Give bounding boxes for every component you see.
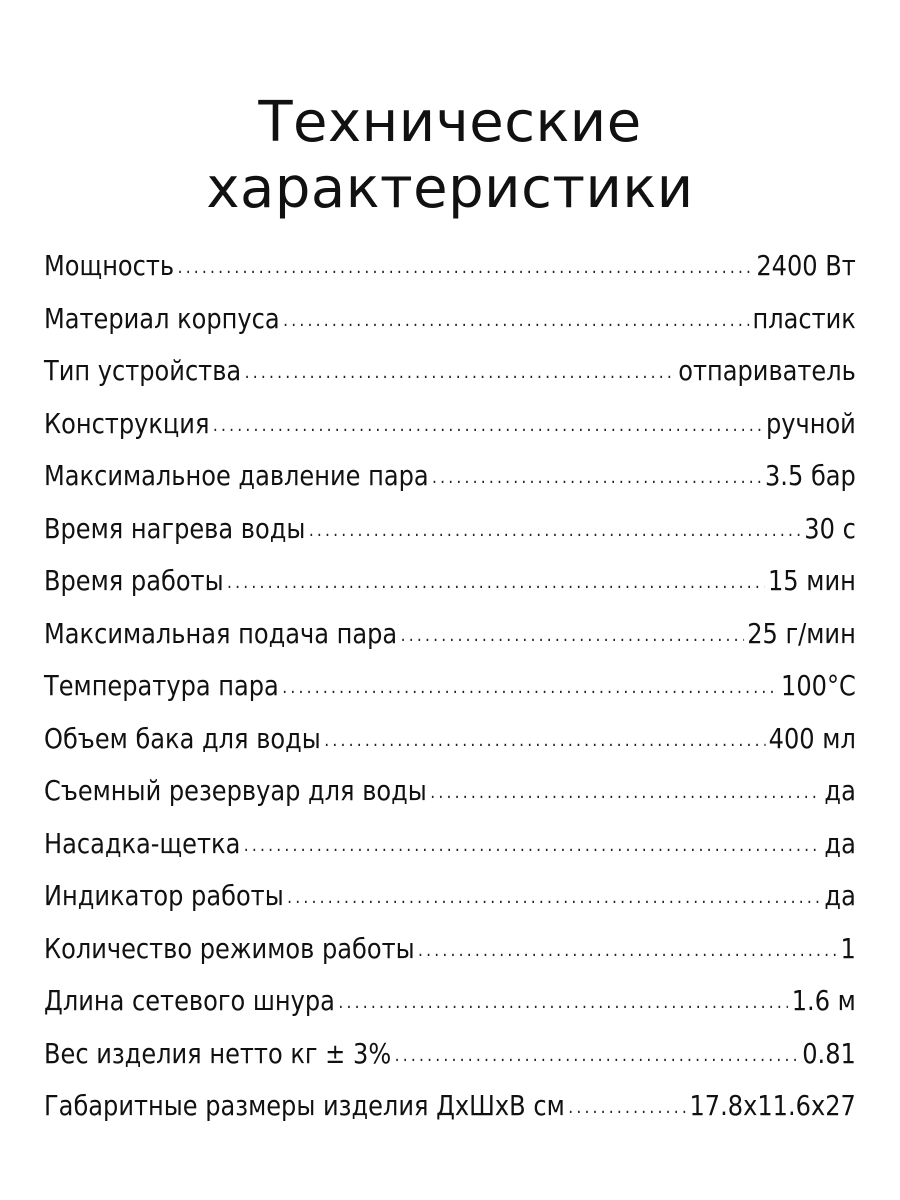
spec-row-operating-time [44,555,856,608]
spec-label: Максимальная подача пара [44,616,398,650]
dot-leader [309,501,801,557]
spec-value: 25 г/мин [747,616,856,650]
spec-row-dimensions [44,1080,856,1133]
spec-label: Конструкция [44,406,210,440]
spec-row-cord-length [44,975,856,1028]
dot-leader [178,238,753,294]
spec-label: Мощность [44,249,175,282]
spec-label: Время работы [44,564,224,597]
spec-label: Съемный резервуар для воды [44,774,427,807]
spec-value: 100°C [781,669,856,702]
spec-value: 15 мин [767,564,856,597]
spec-label: Температура пара [44,669,279,702]
spec-row-tank-volume [44,713,856,766]
spec-label: Время нагрева воды [44,511,306,545]
spec-label: Насадка-щетка [44,826,241,860]
spec-value: 400 мл [768,721,856,755]
spec-value: да [824,774,856,807]
spec-row-construction [44,398,856,451]
spec-row-heating-time [44,503,856,556]
spec-value: да [824,879,856,912]
dot-leader [432,448,761,504]
spec-value: 3.5 бар [764,459,856,492]
spec-row-max-steam-output [44,608,856,661]
dot-leader [244,816,821,872]
spec-row-body-material [44,293,856,346]
spec-value: ручной [765,406,856,440]
spec-row-steam-temperature [44,660,856,713]
page-title-line-2: характеристики [206,155,694,221]
spec-value: 0.81 [802,1036,856,1070]
dot-leader [418,921,837,977]
dot-leader [287,868,821,924]
dot-leader [395,1026,799,1082]
spec-value: 1.6 м [791,984,856,1017]
spec-list [44,240,856,1133]
spec-row-device-type [44,345,856,398]
spec-value: пластик [752,301,856,335]
dot-leader [401,606,744,662]
spec-value: 17.8x11.6x27 [689,1089,856,1122]
spec-row-power [44,240,856,293]
spec-value: 30 с [804,511,856,545]
dot-leader [227,553,765,609]
spec-value: 2400 Вт [756,249,856,282]
spec-label: Габаритные размеры изделия ДхШхВ см [44,1089,565,1122]
dot-leader [283,291,749,347]
spec-row-net-weight [44,1028,856,1081]
page-title-line-1: Технические [258,89,642,155]
spec-row-operation-indicator [44,870,856,923]
dot-leader [324,711,765,767]
spec-row-mode-count [44,923,856,976]
spec-label: Материал корпуса [44,301,280,335]
spec-label: Количество режимов работы [44,931,415,965]
spec-label: Индикатор работы [44,879,284,912]
dot-leader [430,763,821,819]
spec-label: Длина сетевого шнура [44,984,335,1017]
spec-label: Вес изделия нетто кг ± 3% [44,1036,392,1070]
dot-leader [245,343,675,399]
spec-row-max-steam-pressure [44,450,856,503]
spec-label: Максимальное давление пара [44,459,429,492]
spec-label: Тип устройства [44,354,242,387]
spec-value: отпариватель [678,354,856,387]
spec-value: да [824,826,856,860]
dot-leader [338,973,788,1029]
spec-value: 1 [840,931,856,965]
dot-leader [282,658,777,714]
spec-row-removable-tank [44,765,856,818]
page-title [0,90,900,222]
spec-label: Объем бака для воды [44,721,321,755]
dot-leader [568,1078,686,1134]
dot-leader [213,396,763,452]
spec-row-brush-attachment [44,818,856,871]
